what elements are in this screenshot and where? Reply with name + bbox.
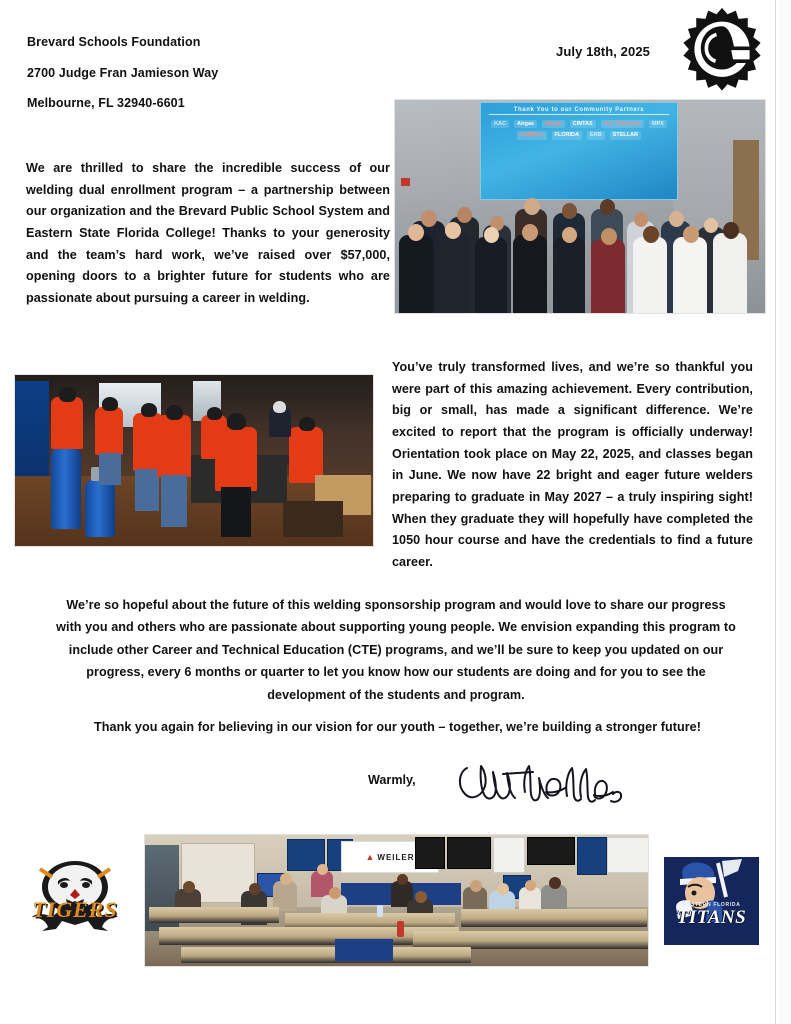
tigers-logo xyxy=(22,855,128,947)
closing-salutation: Warmly, xyxy=(368,773,416,787)
weiler-banner-text: WEILER xyxy=(377,852,415,862)
gas-cylinder xyxy=(85,479,115,537)
wall-poster xyxy=(607,837,648,873)
classroom-photo xyxy=(145,835,648,966)
classroom-desk xyxy=(181,947,471,963)
student-welder xyxy=(215,427,257,491)
student-welder xyxy=(51,397,83,449)
student-head xyxy=(549,877,561,889)
signature xyxy=(455,752,630,814)
sponsor-slide-title: Thank You to our Community Partners xyxy=(489,107,669,115)
organization-name: Brevard Schools Foundation xyxy=(27,35,201,49)
instructor-cap-icon xyxy=(273,401,286,413)
classroom-desk xyxy=(461,909,647,927)
water-bottle xyxy=(377,905,383,917)
sponsor-logo: MPX xyxy=(649,120,667,128)
student-jeans xyxy=(161,475,187,527)
sponsor-logo: U.S. Electrode xyxy=(601,120,644,128)
sponsor-logo: STELLAR xyxy=(610,131,641,139)
student-welder xyxy=(95,407,123,455)
student-jeans xyxy=(99,453,121,485)
paragraph-intro: We are thrilled to share the incredible success of our welding dual enrollment program – a partnership between our organization and the Brevard Public School System and Eastern State Florida College! Thanks to your generosity and the team’s hard work, we’ve raised over $57,000, opening doors to a brighter future for students who are passionate about pursuing a career in welding. xyxy=(26,161,390,305)
gear-welding-helmet-icon xyxy=(674,6,770,98)
welding-shop-photo xyxy=(15,375,373,546)
flame-icon: ▲ xyxy=(365,852,376,862)
welding-helmet-icon xyxy=(166,405,183,420)
sponsor-logo: Mazak xyxy=(542,120,565,128)
welding-helmet-icon xyxy=(299,417,315,431)
welding-helmet-icon xyxy=(227,413,246,430)
sponsor-logo: KAC xyxy=(491,120,509,128)
student-head xyxy=(280,873,292,885)
wall-poster xyxy=(577,837,607,875)
scan-edge xyxy=(775,0,776,1024)
welding-helmet-icon xyxy=(141,403,157,417)
paragraph-second: You’ve truly transformed lives, and we’re so thankful you were part of this amazing achievement. Every contribution, big or small, has made a significant difference. We’re excited to report that the program is officially underway! Orientation took place on May 22, 2025, and classes began in June. We now have 22 bright and eager future welders preparing to graduate in May 2027 – a truly inspiring sight! When they graduate they will hopefully have completed the 1050 hour course and have the credentials to find a future career. xyxy=(392,360,753,569)
student-head xyxy=(249,883,261,895)
eastern-florida-titans-logo xyxy=(664,857,759,945)
street-address: 2700 Judge Fran Jamieson Way xyxy=(27,65,219,80)
sponsor-logo: ERB xyxy=(587,131,605,139)
wall-poster xyxy=(415,837,445,869)
people-group xyxy=(395,163,765,313)
student-head xyxy=(329,887,341,899)
sponsor-logo: Airgas xyxy=(514,120,537,128)
titans-wordmark: TITANS xyxy=(676,907,747,928)
titans-sub-wordmark: EASTERN FLORIDA xyxy=(682,902,741,908)
wall-poster xyxy=(527,837,575,865)
student-head xyxy=(470,880,482,892)
city-state-zip: Melbourne, FL 32940-6601 xyxy=(27,96,185,110)
scan-margin xyxy=(779,0,791,1024)
letter-date: July 18th, 2025 xyxy=(556,44,650,59)
tigers-wordmark: TIGERS xyxy=(32,897,118,922)
sponsor-logo: CAMPEY xyxy=(517,131,547,139)
wall-poster xyxy=(447,837,491,869)
student-head xyxy=(415,891,427,903)
student-pants xyxy=(221,487,251,537)
sponsor-logo: CINTAS xyxy=(570,120,596,128)
student-head xyxy=(317,864,328,875)
sponsor-logo: FLORIDA xyxy=(552,131,582,139)
classroom-desk xyxy=(149,907,279,923)
welding-helmet-icon xyxy=(102,397,118,411)
sponsor-logo-list xyxy=(481,115,677,145)
student-head xyxy=(497,883,509,895)
student-head xyxy=(183,881,195,893)
student-welder xyxy=(157,415,191,477)
tool-cart xyxy=(283,501,343,537)
student-jeans xyxy=(135,469,159,511)
gas-cylinder xyxy=(51,447,81,529)
paragraph-hopeful: We’re so hopeful about the future of this welding sponsorship program and would love to share our progress with you and others who are passionate about supporting young people. We envision expanding this program to include other Career and Technical Education (CTE) programs, and we’ll be sure to keep you updated on our progress, every 6 months or quarter to let you know how our students are doing and for you to see the development of the students and program. xyxy=(56,598,736,702)
student-head xyxy=(525,880,536,891)
return-address-block xyxy=(27,36,367,128)
paragraph-thanks: Thank you again for believing in our vision for our youth – together, we’re building a stronger future! xyxy=(94,720,701,734)
wall-poster xyxy=(493,837,525,873)
student-head xyxy=(397,874,408,885)
water-bottle xyxy=(397,921,404,937)
welding-helmet-icon xyxy=(59,387,76,402)
group-photo-students-and-staff xyxy=(395,100,765,313)
welding-helmet-icon xyxy=(207,407,222,420)
storage-bin xyxy=(335,939,393,961)
